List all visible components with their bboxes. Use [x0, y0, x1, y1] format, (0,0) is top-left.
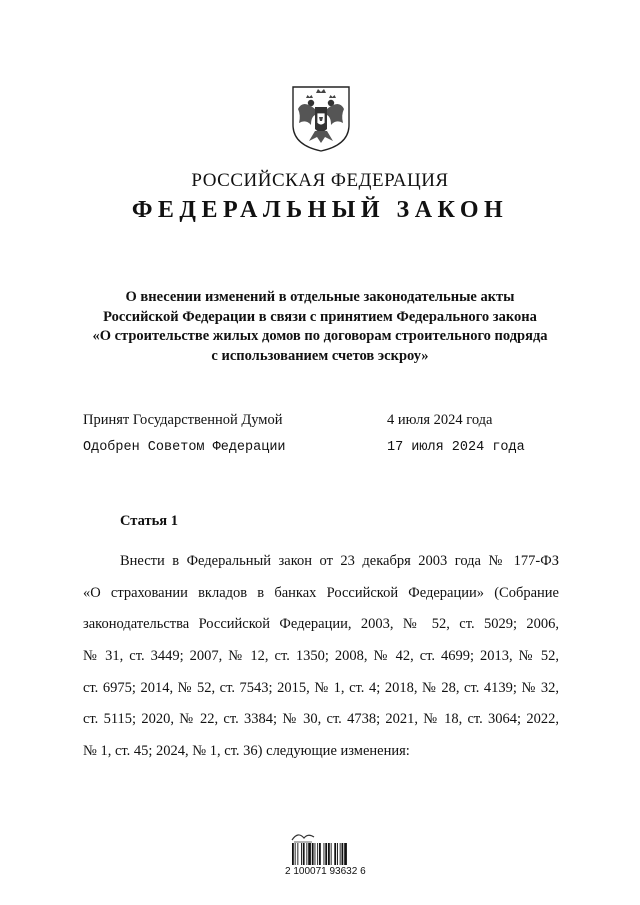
coat-of-arms-icon: [289, 79, 353, 153]
law-title: [60, 288, 580, 366]
barcode-bar: [344, 843, 347, 865]
barcode-bar: [337, 843, 338, 865]
barcode-bar: [328, 843, 330, 865]
barcode-bar: [334, 843, 336, 865]
barcode-bar: [325, 843, 327, 865]
body-line: № 1, ст. 45; 2024, № 1, ст. 36) следующие изменения:: [83, 743, 410, 760]
barcode-bar: [319, 843, 321, 865]
title-line: «О строительстве жилых домов по договорам строительного подряда: [92, 328, 548, 344]
body-line: «О страховании вкладов в банках Российской Федерации» (Собрание: [83, 584, 559, 601]
barcode-bar: [308, 843, 311, 865]
body-line: Внести в Федеральный закон от 23 декабря 2003 года № 177-ФЗ: [120, 553, 559, 569]
article-body: [83, 546, 559, 768]
barcode-bar: [315, 843, 316, 865]
title-line: О внесении изменений в отдельные законодательные акты: [125, 289, 515, 305]
body-line: № 31, ст. 3449; 2007, № 12, ст. 1350; 2008, № 42, ст. 4699; 2013, № 52,: [83, 648, 559, 665]
barcode-bar: [324, 843, 325, 865]
barcode-bar: [303, 843, 305, 865]
document-type: ФЕДЕРАЛЬНЫЙ ЗАКОН: [131, 197, 509, 223]
adoption-date: 4 июля 2024 года: [387, 412, 493, 428]
barcode-bar: [331, 843, 332, 865]
title-line: Российской Федерации в связи с принятием Федерального закона: [103, 308, 537, 325]
barcode-bar: [292, 843, 294, 865]
barcode-bar: [297, 843, 298, 865]
barcode-icon: [290, 843, 370, 867]
title-line: с использованием счетов эскроу»: [211, 347, 429, 364]
barcode-bar: [317, 843, 318, 865]
barcode-bar: [340, 843, 341, 865]
adoption-date: 17 июля 2024 года: [387, 440, 525, 455]
article-heading: Статья 1: [120, 513, 178, 529]
body-line: ст. 5115; 2020, № 22, ст. 3384; № 30, ст. 4738; 2021, № 18, ст. 3064; 2022,: [83, 711, 559, 728]
barcode-bar: [295, 843, 296, 865]
barcode-bar: [306, 843, 307, 865]
adoption-label: Одобрен Советом Федерации: [83, 440, 286, 455]
adoption-label: Принят Государственной Думой: [83, 412, 283, 428]
barcode-bar: [342, 843, 344, 865]
body-line: законодательства Российской Федерации, 2003, № 52, ст. 5029; 2006,: [83, 616, 559, 633]
barcode-bar: [301, 843, 302, 865]
barcode-number: 2 100071 93632 6: [285, 866, 366, 877]
body-line: ст. 6975; 2014, № 52, ст. 7543; 2015, № 1, ст. 4; 2018, № 28, ст. 4139; № 32,: [83, 679, 559, 696]
country-name: РОССИЙСКАЯ ФЕДЕРАЦИЯ: [191, 170, 449, 191]
stamp-mark-icon: [290, 829, 316, 843]
barcode-bar: [312, 843, 314, 865]
